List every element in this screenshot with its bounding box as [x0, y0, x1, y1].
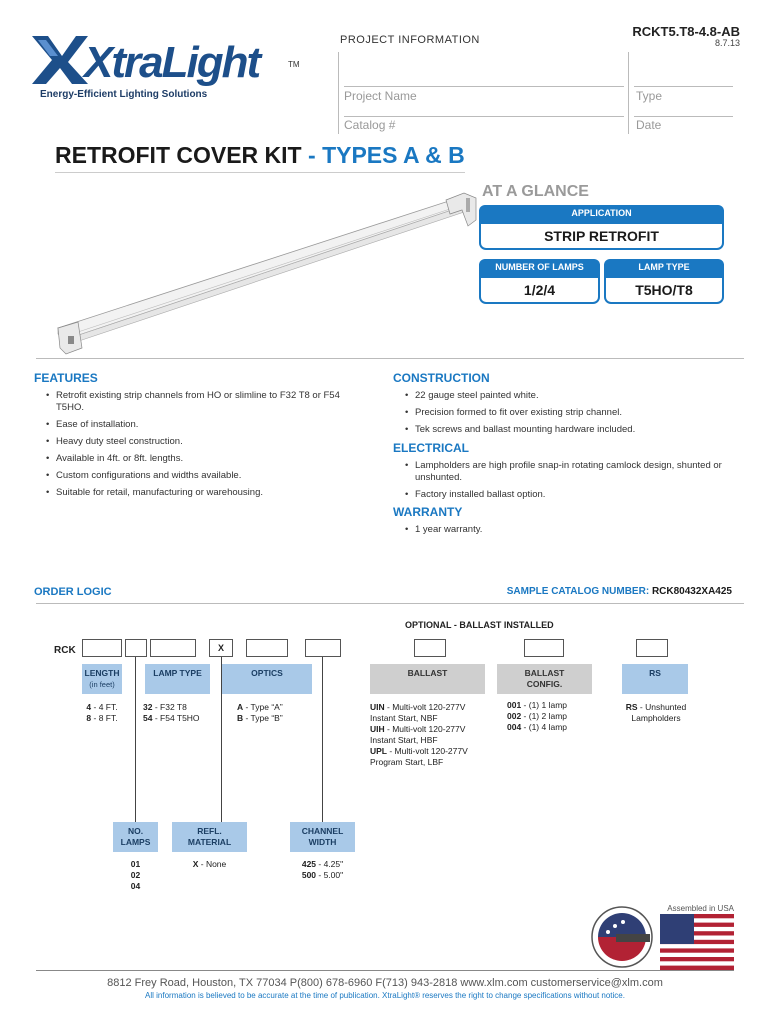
ballast-upl-code: UPL	[370, 746, 387, 756]
sample-catalog-label: SAMPLE CATALOG NUMBER:	[506, 586, 650, 597]
config-004-text: - (1) 4 lamp	[521, 722, 568, 732]
x-logo-icon	[30, 34, 90, 86]
list-item: • 22 gauge steel painted white.	[405, 390, 735, 402]
number-of-lamps-value: 1/2/4	[479, 276, 600, 304]
ballast-uin-text: - Multi-volt 120-277V	[384, 702, 466, 712]
channel-width-box[interactable]	[305, 639, 341, 657]
page-title-main: RETROFIT COVER KIT	[55, 142, 302, 168]
document-number: RCKT5.T8-4.8-AB	[632, 24, 740, 39]
sample-catalog-number	[507, 586, 732, 597]
config-002-code: 002	[507, 711, 522, 721]
electrical-list	[405, 460, 735, 506]
footer-disclaimer: All information is believed to be accurate at the time of publication. XtraLight® reserves the right to change specifications without notice.	[145, 991, 625, 1000]
features-title: FEATURES	[34, 371, 98, 385]
list-item: • Heavy duty steel construction.	[46, 436, 366, 448]
length-8-code: 8	[86, 713, 92, 723]
channel-width-label	[290, 822, 355, 852]
lamp-54-text: - F54 T5HO	[152, 713, 200, 723]
list-item: • 1 year warranty.	[405, 524, 735, 536]
application-value: STRIP RETROFIT	[479, 222, 724, 250]
ballast-uin-code: UIN	[370, 702, 385, 712]
length-sublabel: (in feet)	[89, 680, 115, 689]
lamp-type-order-label: LAMP TYPE	[145, 664, 210, 694]
project-info-form	[338, 52, 733, 134]
logo-wordmark: XtraLight	[84, 38, 260, 87]
length-values	[82, 702, 122, 724]
config-004-code: 004	[507, 722, 522, 732]
ballast-upl-sub: Program Start, LBF	[370, 757, 444, 767]
divider	[634, 116, 733, 117]
footer-divider	[36, 970, 734, 971]
channel-425-code: 425	[301, 859, 317, 869]
at-a-glance-title: AT A GLANCE	[482, 183, 589, 200]
optics-a-text: - Type “A”	[243, 702, 283, 712]
rs-values	[614, 702, 698, 724]
refl-material-label	[172, 822, 247, 852]
ballast-config-label	[497, 664, 592, 694]
no-lamps-values	[113, 859, 158, 892]
logo-tagline: Energy-Efficient Lighting Solutions	[40, 89, 208, 100]
ballast-box[interactable]	[414, 639, 446, 657]
project-information-title: PROJECT INFORMATION	[340, 34, 480, 46]
refl-material-box[interactable]: X	[209, 639, 233, 657]
ballast-config-values	[507, 700, 597, 733]
title-underline	[55, 172, 465, 173]
refl-label-line2: MATERIAL	[187, 837, 232, 847]
divider	[344, 116, 624, 117]
no-lamps-01: 01	[130, 859, 141, 869]
warranty-title: WARRANTY	[393, 505, 463, 519]
recovery-act-seal-icon	[592, 907, 652, 967]
ballast-config-label-line1: BALLAST	[524, 668, 565, 678]
refl-label-line1: REFL.	[197, 826, 222, 836]
section-divider	[36, 603, 744, 604]
list-item: • Custom configurations and widths available.	[46, 470, 366, 482]
no-lamps-label-line2: LAMPS	[120, 837, 151, 847]
section-divider	[36, 358, 744, 359]
xtralight-logo	[30, 34, 300, 104]
features-list	[46, 390, 366, 504]
no-lamps-04: 04	[130, 881, 141, 891]
lamp-type-values	[143, 702, 218, 724]
refl-x-code: X	[192, 859, 199, 869]
project-name-field[interactable]: Project Name	[344, 89, 417, 103]
optics-box[interactable]	[246, 639, 288, 657]
divider	[634, 86, 733, 87]
sample-catalog-value: RCK80432XA425	[651, 586, 732, 597]
ballast-uih-sub: Instant Start, HBF	[370, 735, 438, 745]
no-lamps-connector	[135, 657, 136, 822]
optics-label: OPTICS	[222, 664, 312, 694]
ballast-uih-code: UIH	[370, 724, 385, 734]
warranty-list	[405, 524, 735, 541]
list-item: • Available in 4ft. or 8ft. lengths.	[46, 453, 366, 465]
construction-title: CONSTRUCTION	[393, 371, 490, 385]
usa-flag-recovery-seal-icon	[588, 904, 736, 970]
length-4-text: - 4 FT.	[91, 702, 118, 712]
document-date: 8.7.13	[714, 38, 740, 48]
list-item: • Retrofit existing strip channels from HO or slimline to F32 T8 or F54 T5HO.	[46, 390, 366, 414]
lamp-type-label: LAMP TYPE	[604, 259, 724, 276]
rs-code: RS	[625, 702, 638, 712]
usa-flag-icon	[660, 914, 734, 970]
rs-text: - Unshunted	[637, 702, 687, 712]
footer-address: 8812 Frey Road, Houston, TX 77034 P(800) 678-6960 F(713) 943-2818 www.xlm.com customerservice@xlm.com	[107, 977, 663, 989]
channel-500-code: 500	[301, 870, 317, 880]
refl-values	[172, 859, 247, 870]
no-lamps-label	[113, 822, 158, 852]
assembled-in-usa-label: Assembled in USA	[667, 904, 734, 913]
rs-label: RS	[622, 664, 688, 694]
list-item: • Tek screws and ballast mounting hardware included.	[405, 424, 735, 436]
divider	[344, 86, 624, 87]
ballast-config-label-line2: CONFIG.	[526, 679, 563, 689]
number-of-lamps-label: NUMBER OF LAMPS	[479, 259, 600, 276]
ballast-config-box[interactable]	[524, 639, 564, 657]
trademark-mark: TM	[288, 60, 300, 69]
lamp-54-code: 54	[143, 713, 153, 723]
optics-a-code: A	[237, 702, 244, 712]
optics-b-text: - Type “B”	[243, 713, 283, 723]
page-title-accent: - TYPES A & B	[308, 142, 465, 168]
config-001-code: 001	[507, 700, 522, 710]
length-4-code: 4	[86, 702, 92, 712]
order-logic-title: ORDER LOGIC	[34, 586, 112, 598]
refl-x-text: - None	[198, 859, 227, 869]
lamp-32-text: - F32 T8	[152, 702, 187, 712]
config-001-text: - (1) 1 lamp	[521, 700, 568, 710]
lamp-type-box[interactable]	[150, 639, 196, 657]
application-label: APPLICATION	[479, 205, 724, 222]
channel-label-line1: CHANNEL	[301, 826, 344, 836]
catalog-field[interactable]: Catalog #	[344, 118, 396, 132]
lamp-32-code: 32	[143, 702, 153, 712]
length-box[interactable]	[82, 639, 122, 657]
ballast-upl-text: - Multi-volt 120-277V	[387, 746, 468, 756]
ballast-uin-sub: Instant Start, NBF	[370, 713, 438, 723]
rs-sub: Lampholders	[631, 713, 681, 723]
channel-500-text: - 5.00"	[316, 870, 344, 880]
length-8-text: - 8 FT.	[91, 713, 118, 723]
ballast-uih-text: - Multi-volt 120-277V	[384, 724, 466, 734]
list-item: • Suitable for retail, manufacturing or warehousing.	[46, 487, 366, 499]
channel-label-line2: WIDTH	[308, 837, 337, 847]
type-field[interactable]: Type	[636, 89, 663, 103]
electrical-title: ELECTRICAL	[393, 441, 469, 455]
list-item: • Precision formed to fit over existing strip channel.	[405, 407, 735, 419]
optional-ballast-label: OPTIONAL - BALLAST INSTALLED	[405, 620, 554, 630]
list-item: • Lampholders are high profile snap-in rotating camlock design, shunted or unshunted.	[405, 460, 735, 484]
no-lamps-box[interactable]	[125, 639, 147, 657]
list-item: • Factory installed ballast option.	[405, 489, 735, 501]
refl-connector	[221, 657, 222, 822]
length-label-text: LENGTH	[84, 668, 120, 678]
ballast-label: BALLAST	[370, 664, 485, 694]
channel-values	[285, 859, 360, 881]
no-lamps-02: 02	[130, 870, 141, 880]
construction-list	[405, 390, 735, 441]
lamp-type-value: T5HO/T8	[604, 276, 724, 304]
page-title	[55, 142, 465, 169]
channel-connector	[322, 657, 323, 822]
catalog-prefix: RCK	[54, 645, 76, 656]
list-item: • Ease of installation.	[46, 419, 366, 431]
optics-b-code: B	[237, 713, 244, 723]
optics-values	[237, 702, 312, 724]
config-002-text: - (1) 2 lamp	[521, 711, 568, 721]
date-field[interactable]: Date	[636, 118, 662, 132]
length-label	[82, 664, 122, 694]
retrofit-kit-product-image	[38, 178, 478, 358]
rs-box[interactable]	[636, 639, 668, 657]
ballast-values	[370, 702, 490, 768]
channel-425-text: - 4.25"	[316, 859, 344, 869]
no-lamps-label-line1: NO.	[127, 826, 144, 836]
